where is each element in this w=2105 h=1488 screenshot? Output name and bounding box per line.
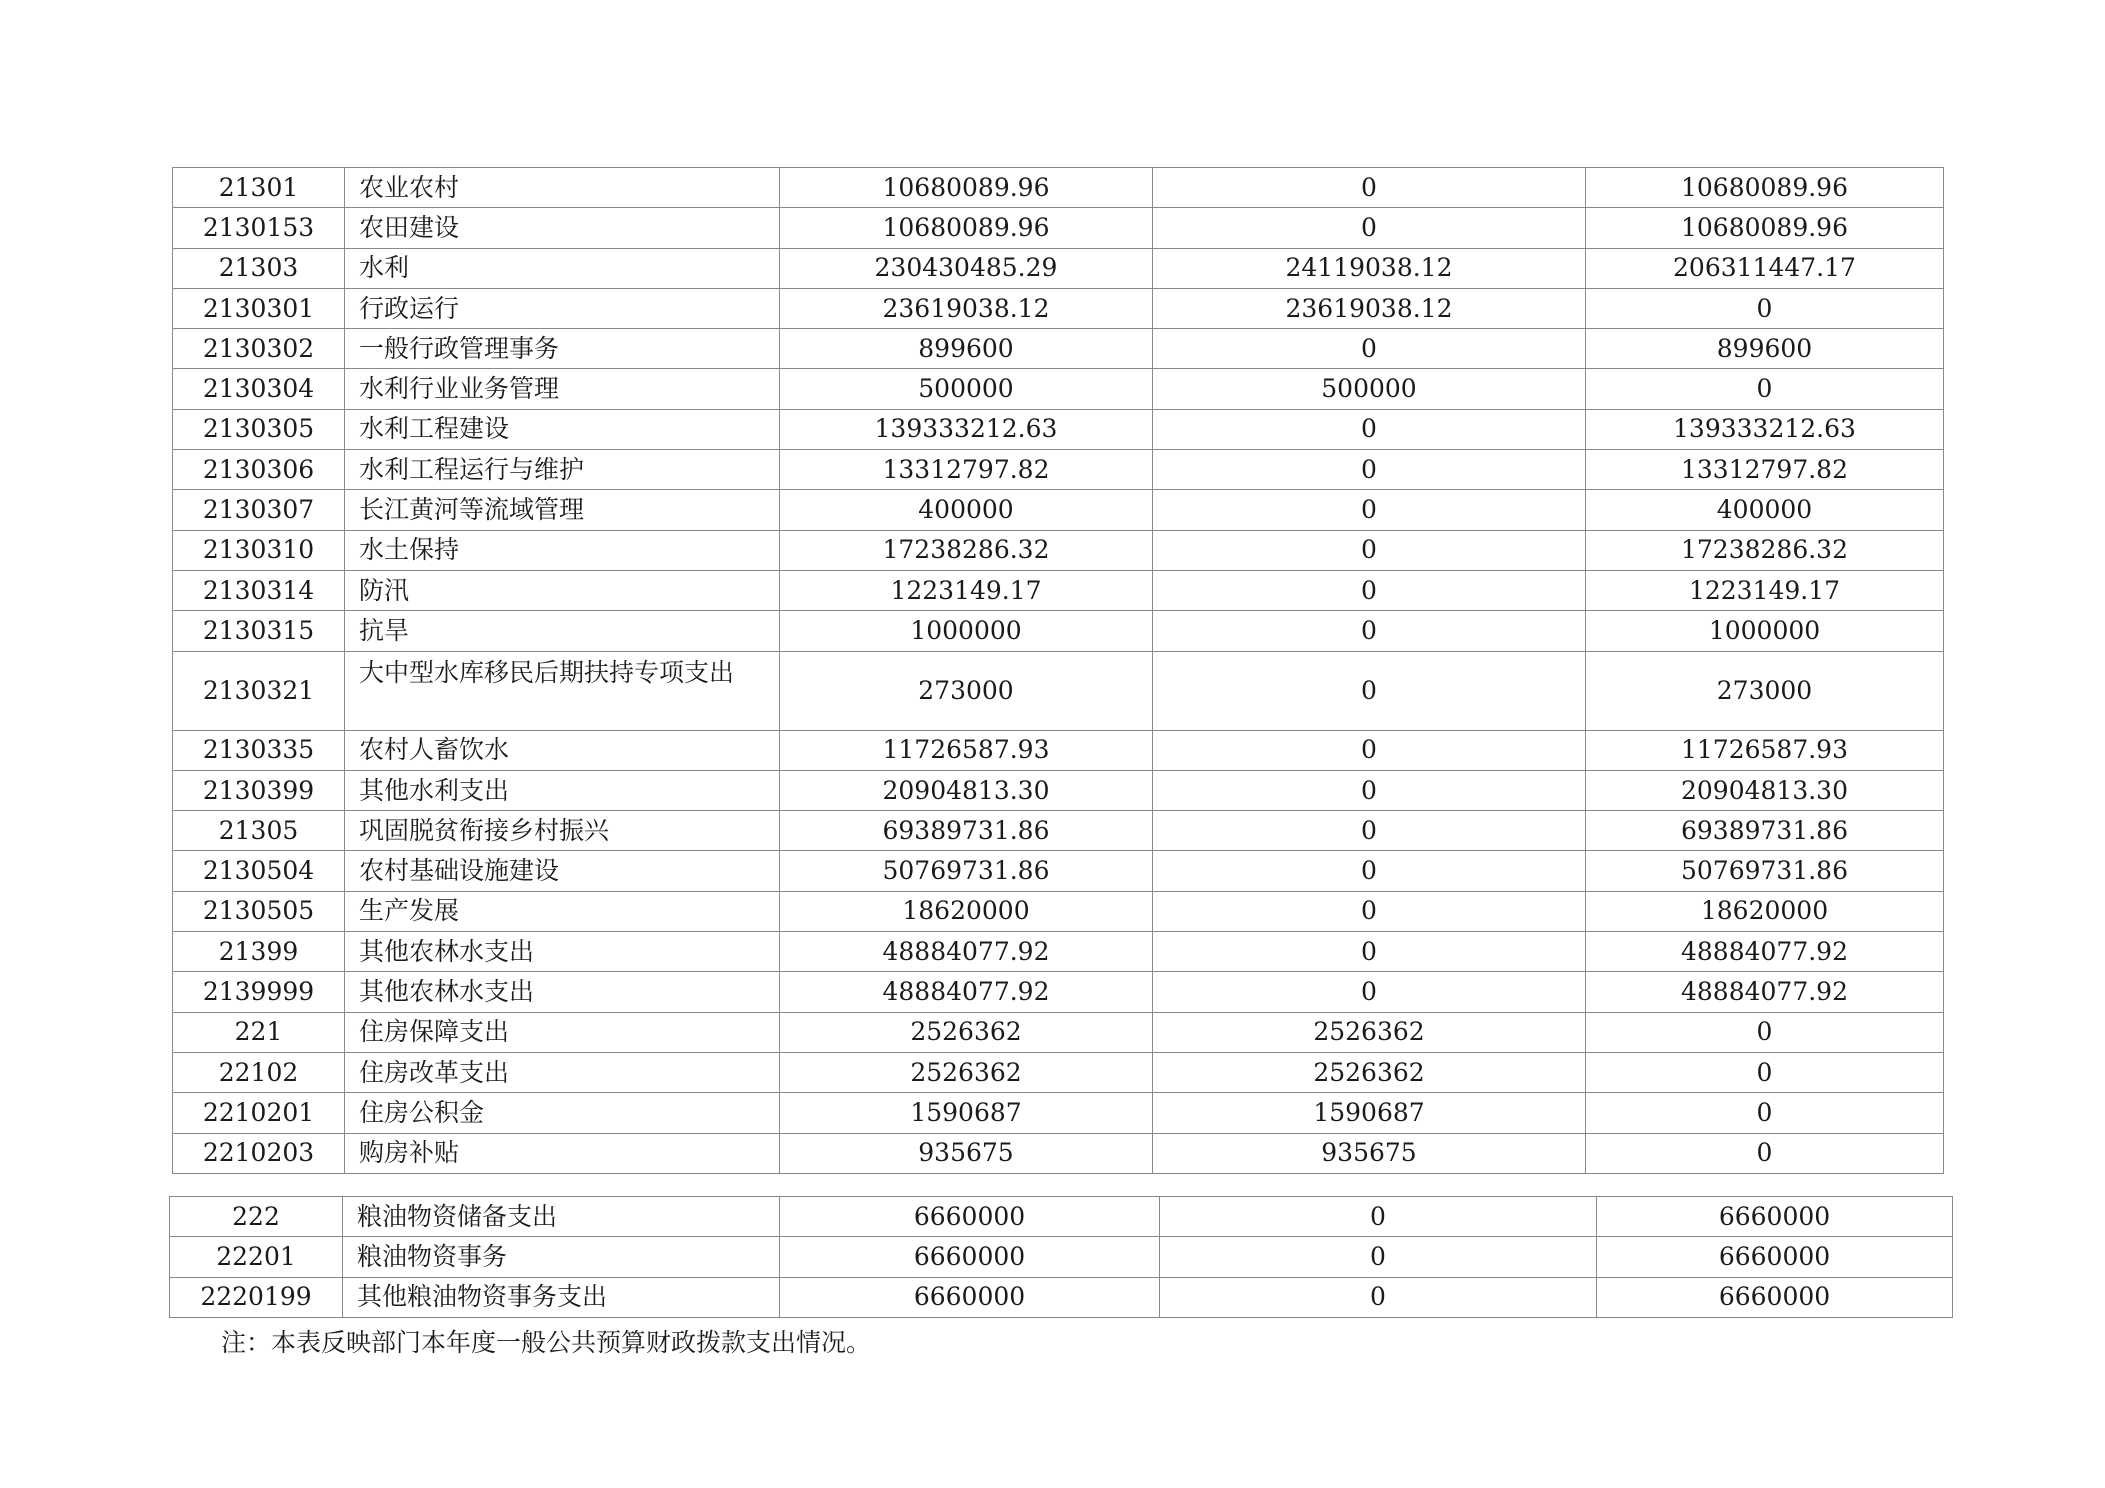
basic-expenditure-cell: 500000 — [1153, 369, 1586, 409]
subject-name-cell: 长江黄河等流域管理 — [345, 490, 780, 530]
subject-code-cell: 2130505 — [173, 891, 345, 931]
total-amount-cell: 1590687 — [780, 1093, 1153, 1133]
table-row — [173, 891, 1944, 931]
subject-code-cell: 2130302 — [173, 329, 345, 369]
table-row — [170, 1197, 1953, 1237]
table-row — [173, 1052, 1944, 1092]
subject-code-cell: 2130306 — [173, 450, 345, 490]
basic-expenditure-cell: 0 — [1153, 611, 1586, 651]
project-expenditure-cell: 273000 — [1586, 651, 1944, 730]
subject-name-cell: 生产发展 — [345, 891, 780, 931]
project-expenditure-cell: 0 — [1586, 1012, 1944, 1052]
basic-expenditure-cell: 2526362 — [1153, 1012, 1586, 1052]
subject-name-cell: 农田建设 — [345, 208, 780, 248]
table-row — [173, 450, 1944, 490]
table-note: 注：本表反映部门本年度一般公共预算财政拨款支出情况。 — [221, 1328, 872, 1357]
basic-expenditure-cell: 0 — [1153, 651, 1586, 730]
subject-name-cell: 购房补贴 — [345, 1133, 780, 1173]
total-amount-cell: 13312797.82 — [780, 450, 1153, 490]
basic-expenditure-cell: 0 — [1153, 891, 1586, 931]
project-expenditure-cell: 50769731.86 — [1586, 851, 1944, 891]
total-amount-cell: 6660000 — [780, 1237, 1160, 1277]
subject-code-cell: 2130315 — [173, 611, 345, 651]
total-amount-cell: 935675 — [780, 1133, 1153, 1173]
subject-name-cell: 行政运行 — [345, 288, 780, 328]
subject-code-cell: 21399 — [173, 932, 345, 972]
project-expenditure-cell: 48884077.92 — [1586, 932, 1944, 972]
basic-expenditure-cell: 0 — [1153, 972, 1586, 1012]
expenditure-table-main-body — [173, 168, 1944, 1174]
total-amount-cell: 2526362 — [780, 1052, 1153, 1092]
project-expenditure-cell: 400000 — [1586, 490, 1944, 530]
project-expenditure-cell: 18620000 — [1586, 891, 1944, 931]
table-row — [173, 288, 1944, 328]
basic-expenditure-cell: 0 — [1153, 851, 1586, 891]
expenditure-table-main — [172, 167, 1944, 1174]
basic-expenditure-cell: 935675 — [1153, 1133, 1586, 1173]
basic-expenditure-cell: 0 — [1153, 932, 1586, 972]
total-amount-cell: 17238286.32 — [780, 530, 1153, 570]
subject-code-cell: 2130304 — [173, 369, 345, 409]
table-row — [173, 409, 1944, 449]
subject-code-cell: 2130504 — [173, 851, 345, 891]
basic-expenditure-cell: 0 — [1160, 1237, 1597, 1277]
project-expenditure-cell: 10680089.96 — [1586, 208, 1944, 248]
basic-expenditure-cell: 0 — [1160, 1197, 1597, 1237]
subject-name-cell: 住房保障支出 — [345, 1012, 780, 1052]
subject-code-cell: 22102 — [173, 1052, 345, 1092]
table-row — [173, 530, 1944, 570]
table-row — [173, 208, 1944, 248]
subject-name-cell: 防汛 — [345, 570, 780, 610]
subject-code-cell: 2220199 — [170, 1277, 343, 1317]
subject-name-cell: 水利工程运行与维护 — [345, 450, 780, 490]
project-expenditure-cell: 0 — [1586, 1093, 1944, 1133]
project-expenditure-cell: 0 — [1586, 369, 1944, 409]
table-row — [173, 972, 1944, 1012]
project-expenditure-cell: 69389731.86 — [1586, 811, 1944, 851]
project-expenditure-cell: 0 — [1586, 1052, 1944, 1092]
subject-name-cell: 一般行政管理事务 — [345, 329, 780, 369]
subject-name-cell: 住房改革支出 — [345, 1052, 780, 1092]
basic-expenditure-cell: 0 — [1153, 570, 1586, 610]
subject-code-cell: 2130314 — [173, 570, 345, 610]
basic-expenditure-cell: 0 — [1153, 450, 1586, 490]
subject-name-cell: 农业农村 — [345, 168, 780, 208]
table-row — [173, 1093, 1944, 1133]
project-expenditure-cell: 6660000 — [1597, 1197, 1953, 1237]
project-expenditure-cell: 206311447.17 — [1586, 248, 1944, 288]
subject-code-cell: 221 — [173, 1012, 345, 1052]
table-row — [170, 1277, 1953, 1317]
subject-code-cell: 21305 — [173, 811, 345, 851]
subject-name-cell: 抗旱 — [345, 611, 780, 651]
subject-code-cell: 2130335 — [173, 730, 345, 770]
total-amount-cell: 11726587.93 — [780, 730, 1153, 770]
table-row — [173, 570, 1944, 610]
table-row — [173, 611, 1944, 651]
subject-name-cell: 水土保持 — [345, 530, 780, 570]
subject-code-cell: 222 — [170, 1197, 343, 1237]
subject-name-cell: 水利行业业务管理 — [345, 369, 780, 409]
subject-code-cell: 2130305 — [173, 409, 345, 449]
subject-code-cell: 2139999 — [173, 972, 345, 1012]
project-expenditure-cell: 10680089.96 — [1586, 168, 1944, 208]
total-amount-cell: 2526362 — [780, 1012, 1153, 1052]
total-amount-cell: 899600 — [780, 329, 1153, 369]
subject-name-cell: 水利 — [345, 248, 780, 288]
subject-name-cell: 巩固脱贫衔接乡村振兴 — [345, 811, 780, 851]
table-row — [173, 248, 1944, 288]
subject-name-cell: 水利工程建设 — [345, 409, 780, 449]
basic-expenditure-cell: 0 — [1160, 1277, 1597, 1317]
table-row — [173, 730, 1944, 770]
subject-code-cell: 2130301 — [173, 288, 345, 328]
total-amount-cell: 139333212.63 — [780, 409, 1153, 449]
total-amount-cell: 230430485.29 — [780, 248, 1153, 288]
table-row — [173, 168, 1944, 208]
project-expenditure-cell: 13312797.82 — [1586, 450, 1944, 490]
table-row — [173, 651, 1944, 730]
subject-name-cell: 粮油物资储备支出 — [343, 1197, 780, 1237]
project-expenditure-cell: 0 — [1586, 1133, 1944, 1173]
total-amount-cell: 48884077.92 — [780, 972, 1153, 1012]
subject-name-cell: 其他粮油物资事务支出 — [343, 1277, 780, 1317]
project-expenditure-cell: 6660000 — [1597, 1277, 1953, 1317]
total-amount-cell: 23619038.12 — [780, 288, 1153, 328]
basic-expenditure-cell: 0 — [1153, 530, 1586, 570]
table-row — [173, 932, 1944, 972]
table-row — [173, 369, 1944, 409]
table-row — [170, 1237, 1953, 1277]
basic-expenditure-cell: 2526362 — [1153, 1052, 1586, 1092]
subject-code-cell: 2210201 — [173, 1093, 345, 1133]
total-amount-cell: 10680089.96 — [780, 168, 1153, 208]
total-amount-cell: 6660000 — [780, 1277, 1160, 1317]
project-expenditure-cell: 1000000 — [1586, 611, 1944, 651]
subject-code-cell: 2130310 — [173, 530, 345, 570]
project-expenditure-cell: 20904813.30 — [1586, 770, 1944, 810]
subject-name-cell: 其他农林水支出 — [345, 932, 780, 972]
basic-expenditure-cell: 24119038.12 — [1153, 248, 1586, 288]
project-expenditure-cell: 11726587.93 — [1586, 730, 1944, 770]
table-row — [173, 770, 1944, 810]
total-amount-cell: 50769731.86 — [780, 851, 1153, 891]
basic-expenditure-cell: 0 — [1153, 811, 1586, 851]
subject-name-cell: 其他水利支出 — [345, 770, 780, 810]
table-row — [173, 490, 1944, 530]
total-amount-cell: 6660000 — [780, 1197, 1160, 1237]
total-amount-cell: 1223149.17 — [780, 570, 1153, 610]
subject-name-cell: 粮油物资事务 — [343, 1237, 780, 1277]
total-amount-cell: 20904813.30 — [780, 770, 1153, 810]
basic-expenditure-cell: 0 — [1153, 329, 1586, 369]
basic-expenditure-cell: 0 — [1153, 490, 1586, 530]
subject-code-cell: 2210203 — [173, 1133, 345, 1173]
expenditure-table-grain — [169, 1196, 1953, 1318]
project-expenditure-cell: 1223149.17 — [1586, 570, 1944, 610]
table-row — [173, 329, 1944, 369]
basic-expenditure-cell: 0 — [1153, 208, 1586, 248]
total-amount-cell: 18620000 — [780, 891, 1153, 931]
table-row — [173, 811, 1944, 851]
total-amount-cell: 1000000 — [780, 611, 1153, 651]
subject-name-cell: 农村人畜饮水 — [345, 730, 780, 770]
total-amount-cell: 69389731.86 — [780, 811, 1153, 851]
subject-code-cell: 2130321 — [173, 651, 345, 730]
subject-code-cell: 22201 — [170, 1237, 343, 1277]
table-row — [173, 1133, 1944, 1173]
total-amount-cell: 48884077.92 — [780, 932, 1153, 972]
subject-code-cell: 21303 — [173, 248, 345, 288]
project-expenditure-cell: 48884077.92 — [1586, 972, 1944, 1012]
project-expenditure-cell: 0 — [1586, 288, 1944, 328]
total-amount-cell: 500000 — [780, 369, 1153, 409]
project-expenditure-cell: 139333212.63 — [1586, 409, 1944, 449]
total-amount-cell: 273000 — [780, 651, 1153, 730]
table-row — [173, 1012, 1944, 1052]
subject-name-cell: 农村基础设施建设 — [345, 851, 780, 891]
basic-expenditure-cell: 0 — [1153, 770, 1586, 810]
table-row — [173, 851, 1944, 891]
total-amount-cell: 400000 — [780, 490, 1153, 530]
project-expenditure-cell: 17238286.32 — [1586, 530, 1944, 570]
subject-name-cell: 大中型水库移民后期扶持专项支出 — [345, 651, 780, 730]
total-amount-cell: 10680089.96 — [780, 208, 1153, 248]
subject-code-cell: 2130399 — [173, 770, 345, 810]
subject-code-cell: 21301 — [173, 168, 345, 208]
expenditure-table-grain-body — [170, 1197, 1953, 1318]
project-expenditure-cell: 899600 — [1586, 329, 1944, 369]
subject-code-cell: 2130153 — [173, 208, 345, 248]
basic-expenditure-cell: 23619038.12 — [1153, 288, 1586, 328]
subject-name-cell: 住房公积金 — [345, 1093, 780, 1133]
basic-expenditure-cell: 0 — [1153, 730, 1586, 770]
subject-code-cell: 2130307 — [173, 490, 345, 530]
basic-expenditure-cell: 0 — [1153, 409, 1586, 449]
subject-name-cell: 其他农林水支出 — [345, 972, 780, 1012]
basic-expenditure-cell: 1590687 — [1153, 1093, 1586, 1133]
basic-expenditure-cell: 0 — [1153, 168, 1586, 208]
project-expenditure-cell: 6660000 — [1597, 1237, 1953, 1277]
